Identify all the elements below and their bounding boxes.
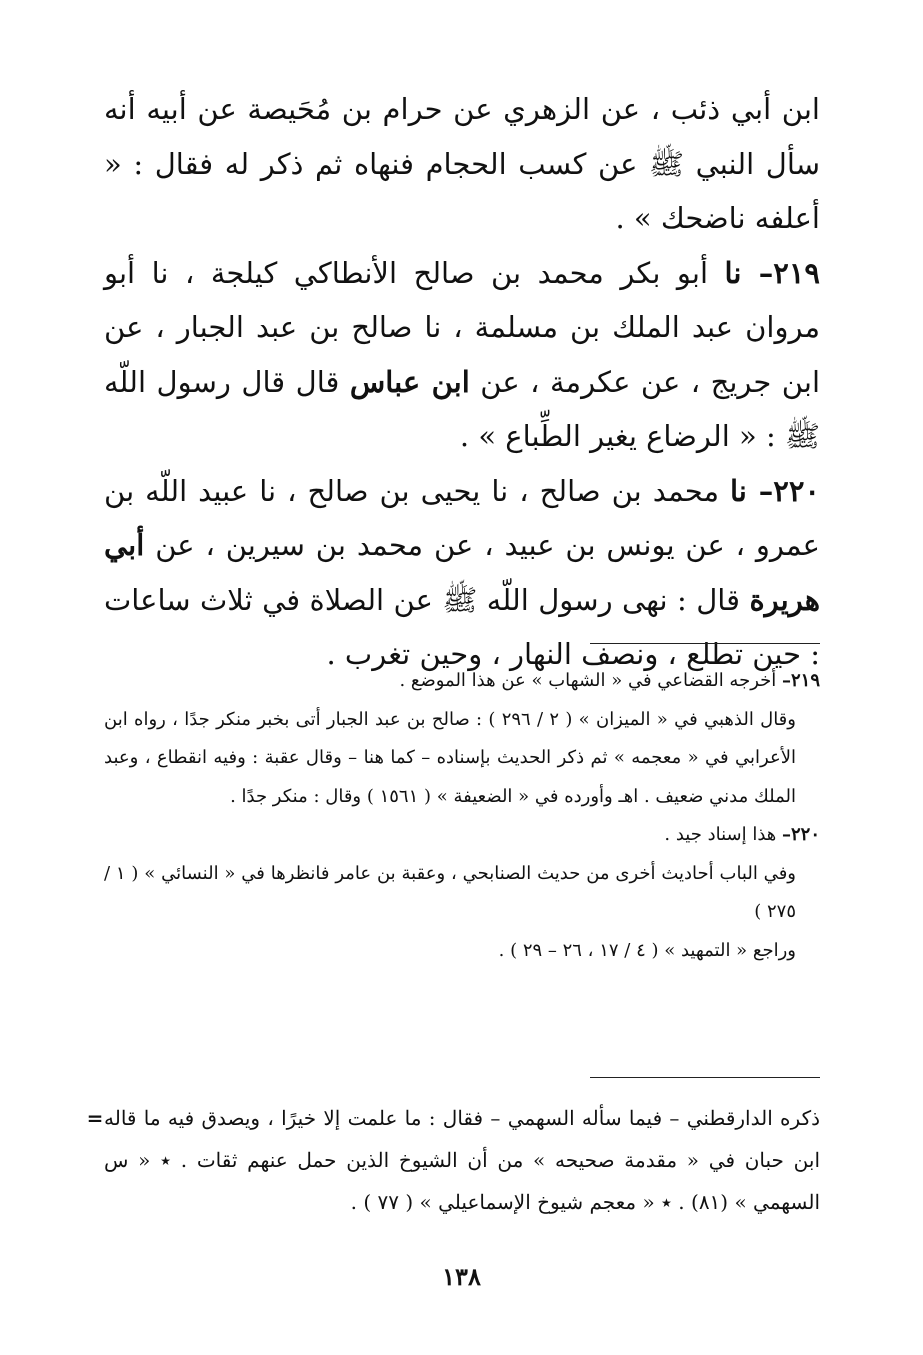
footnote-219-number: ٢١٩– (781, 670, 820, 691)
footnotes (104, 662, 820, 970)
intro-line-1: ابن أبي ذئب ، عن الزهري عن حرام بن مُحَيصة عن أبيه أنه سأل النبي ﷺ (104, 92, 821, 181)
hadith-219 (104, 246, 820, 464)
main-text (104, 82, 820, 682)
carryover-mark: = (86, 1106, 104, 1130)
hadith-219-text-b: قال قال رسول اللّه ﷺ : « الرضاع يغير الطِّباع » . (104, 364, 820, 453)
hadith-219-text-a: أبو بكر محمد بن صالح الأنطاكي كيلجة ، نا أبو مروان عبد الملك بن مسلمة ، نا صالح بن عبد الجبار ، عن ابن جريج ، عن عكرمة ، عن (104, 255, 821, 399)
carryover-text: ذكره الدارقطني – فيما سأله السهمي – فقال : ما علمت إلا خيرًا ، ويصدق فيه ما قاله ابن حبان في « مقدمة صحيحه » من أن الشيوخ الذين حمل عنهم ثقات . ٭ « س السهمي » (٨١) . ٭ « معجم شيوخ الإسماعيلي » ( ٧٧ ) . (104, 1106, 820, 1214)
hadith-220-number: ٢٢٠– نا (729, 473, 820, 508)
footnote-220-paragraph-2: وفي الباب أحاديث أخرى من حديث الصنابحي ، وعقبة بن عامر فانظرها في « النسائي » ( ١ / ٢٧٥ ) (104, 862, 796, 922)
hadith-219-number: ٢١٩– نا (724, 255, 820, 290)
hadith-220-narrator: أبي هريرة (104, 528, 820, 617)
footnote-220-paragraph-3: وراجع « التمهيد » ( ٤ / ١٧ ، ٢٦ – ٢٩ ) . (498, 939, 796, 961)
carryover-divider (590, 1077, 820, 1078)
intro-line-2: عن كسب الحجام فنهاه ثم ذكر له فقال : « أعلفه ناضحك » . (104, 146, 820, 235)
hadith-220-text-a: محمد بن صالح ، نا يحيى بن صالح ، نا عبيد اللّه بن عمرو ، عن يونس بن عبيد ، عن محمد بن سيرين ، عن (104, 473, 820, 562)
footnote-220-number: ٢٢٠– (781, 824, 820, 845)
carryover-footnote (104, 1097, 820, 1223)
footnote-219-text: أخرجه القضاعي في « الشهاب » عن هذا الموضع . (399, 670, 782, 691)
hadith-219-narrator: ابن عباس (349, 364, 470, 399)
hadith-220-text-b: قال : نهى رسول اللّه ﷺ عن الصلاة في ثلاث ساعات : حين تطلع ، ونصف النهار ، وحين تغرب . (104, 582, 820, 671)
footnote-219-paragraph-2: وقال الذهبي في « الميزان » ( ٢ / ٢٩٦ ) : صالح بن عبد الجبار أتى بخبر منكر جدًا ، رواه ابن الأعرابي في « معجمه » ثم ذكر الحديث بإسناده – كما هنا – وقال عقبة : وفيه انقطاع ، وعبد الملك مدني ضعيف . اهـ وأورده في « الضعيفة » ( ١٥٦١ ) وقال : منكر جدًا . (104, 708, 796, 807)
footnote-220-line-1 (104, 816, 820, 855)
footnote-220-text: هذا إسناد جيد . (664, 824, 782, 845)
intro-paragraph (104, 82, 820, 246)
page-number: ١٣٨ (442, 1262, 481, 1291)
footnote-divider (590, 643, 820, 644)
footnote-219-line-1 (104, 662, 820, 701)
hadith-220 (104, 464, 820, 682)
